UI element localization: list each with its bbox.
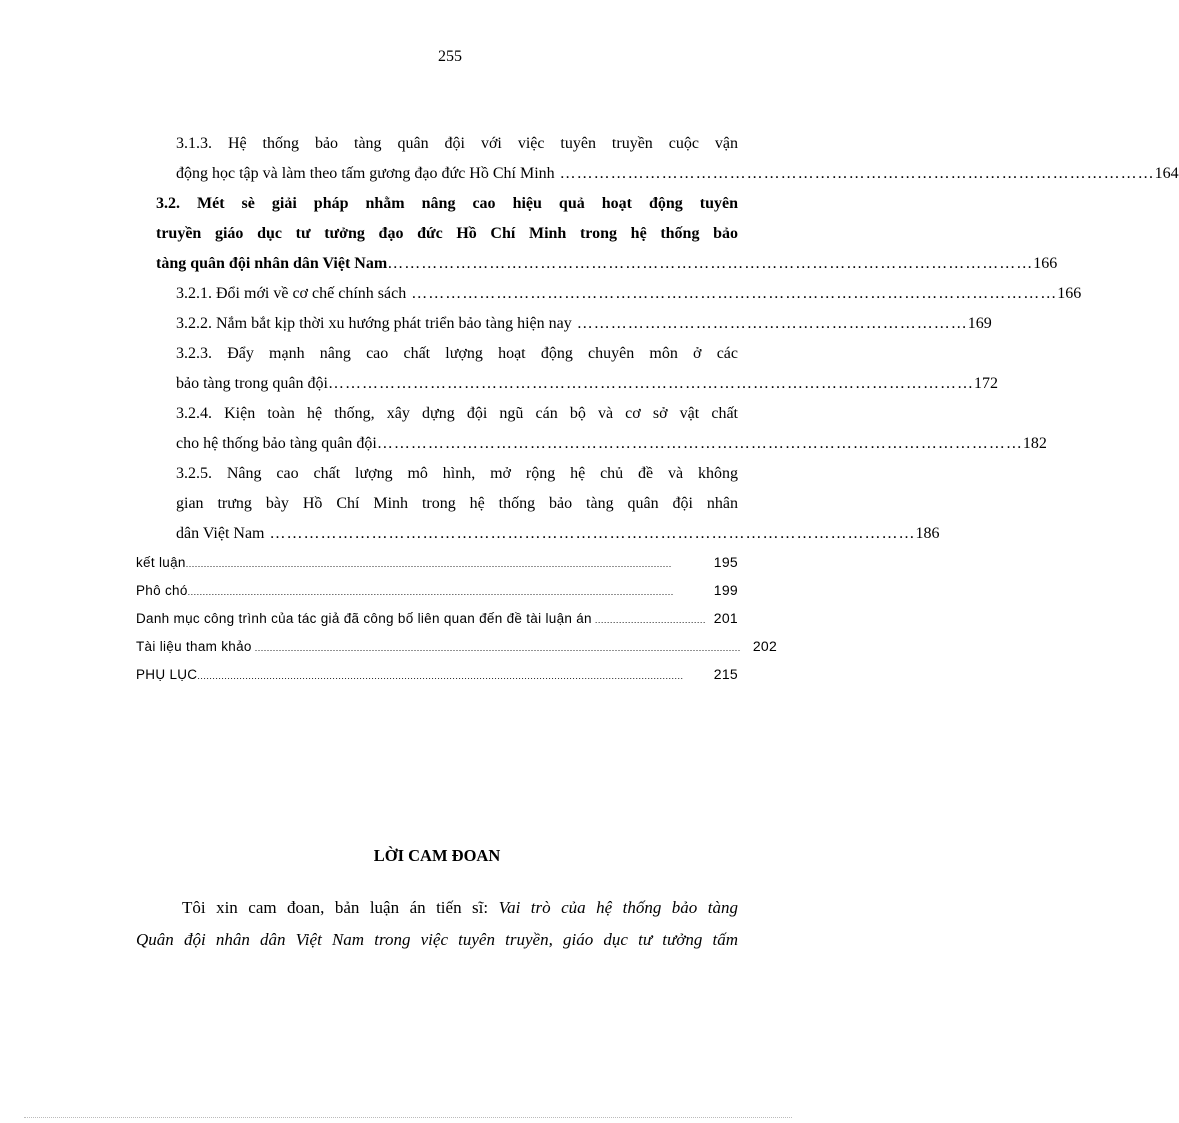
leader-dots: .................................................................................................................................................................. [187,587,674,597]
leader-dots: …………………………………………………………………………………………………… [406,285,1058,302]
leader-dots: …………………………………………………………………………………………………… [327,375,974,392]
toc-entry-3-2-line-1: 3.2. Mét sè giải pháp nhằm nâng cao hiệu quả hoạt động tuyên [156,195,738,212]
paragraph-line-2 [136,930,738,950]
leader-dots: …………………………………………………………………………………………… [554,165,1155,182]
toc-entry-3-2-2 [176,315,992,333]
toc-entry-3-2-line-3 [156,255,1058,273]
toc-entry-text: Tài liệu tham khảo [136,639,252,654]
toc-entry-3-2-4-line-2 [176,435,1047,453]
toc-page-number: 172 [973,375,998,392]
toc-entry-text: 3.2.1. Đổi mới về cơ chế chính sách [176,285,407,302]
toc-page-number: 169 [967,315,992,332]
toc-page-number: 164 [1154,165,1179,182]
thesis-title-part-1: Vai trò của hệ thống bảo tàng [498,898,738,917]
toc-page-number: 201 [713,610,738,626]
toc-page-number: 199 [713,582,738,598]
toc-entry-text: Phô chó [136,583,188,598]
toc-entry-3-2-4-line-1: 3.2.4. Kiện toàn hệ thống, xây dựng đội ngũ cán bộ và cơ sở vật chất [176,405,738,422]
leader-dots: ..................................... [591,615,706,625]
toc-entry-phu-luc [136,666,738,682]
toc-entry-text: kết luận [136,555,186,570]
declaration-title: LỜI CAM ĐOAN [373,846,501,865]
toc-entry-3-2-line-2: truyền giáo dục tư tưởng đạo đức Hồ Chí Minh trong hệ thống bảo [156,225,738,242]
toc-entry-text: dân Việt Nam [176,525,265,542]
leader-dots: .................................................................................................................................................................. [251,643,741,653]
toc-entry-3-2-5-line-2: gian trưng bày Hồ Chí Minh trong hệ thống bảo tàng quân đội nhân [176,495,738,512]
toc-entry-ket-luan [136,554,738,570]
toc-entry-3-2-5-line-1: 3.2.5. Nâng cao chất lượng mô hình, mở rộng hệ chủ đề và không [176,465,738,482]
leader-dots: …………………………………………………………………………………………………… [387,255,1034,272]
toc-entry-3-2-3-line-2 [176,375,998,393]
toc-entry-3-1-3-line-2 [176,165,1179,183]
toc-entry-3-2-3-line-1: 3.2.3. Đẩy mạnh nâng cao chất lượng hoạt động chuyên môn ở các [176,345,738,362]
toc-page-number: 166 [1057,285,1082,302]
leader-dots: …………………………………………………………… [571,315,968,332]
leader-dots: .................................................................................................................................................................. [185,559,672,569]
toc-entry-text: Danh mục công trình của tác giả đã công bố liên quan đến đề tài luận án [136,611,592,626]
toc-entry-text: cho hệ thống bảo tàng quân đội [176,435,377,452]
leader-dots: .................................................................................................................................................................. [197,671,684,681]
toc-page-number: 195 [713,554,738,570]
toc-entry-text: tàng quân đội nhân dân Việt Nam [156,255,388,272]
toc-entry-phu-luc-a [136,582,738,598]
toc-entry-text: PHỤ LỤC [136,667,198,682]
toc-entry-3-2-5-line-3 [176,525,940,543]
paragraph-line-1 [136,898,738,918]
toc-page-number: 166 [1033,255,1058,272]
toc-entry-danh-muc [136,610,738,626]
toc-entry-text: động học tập và làm theo tấm gương đạo đức Hồ Chí Minh [176,165,555,182]
toc-entry-tai-lieu [136,638,778,654]
toc-entry-3-2-1 [176,285,1082,303]
toc-entry-text: 3.2.2. Nắm bắt kịp thời xu hướng phát triển bảo tàng hiện nay [176,315,572,332]
toc-entry-3-1-3-line-1: 3.1.3. Hệ thống bảo tàng quân đội với việc tuyên truyền cuộc vận [176,135,738,152]
toc-entry-text: bảo tàng trong quân đội [176,375,328,392]
leader-dots: …………………………………………………………………………………………………… [376,435,1023,452]
declaration-intro: Tôi xin cam đoan, bản luận án tiến sĩ: [182,898,499,917]
leader-dots: …………………………………………………………………………………………………… [264,525,916,542]
page-number: 255 [438,48,462,65]
toc-page-number: 215 [713,666,738,682]
toc-page-number: 202 [752,638,778,654]
toc-page-number: 186 [915,525,940,542]
toc-page-number: 182 [1022,435,1047,452]
thesis-title-part-2: Quân đội nhân dân Việt Nam trong việc tuyên truyền, giáo dục tư tưởng tấm [136,930,738,949]
page-bottom-border [24,1117,792,1118]
